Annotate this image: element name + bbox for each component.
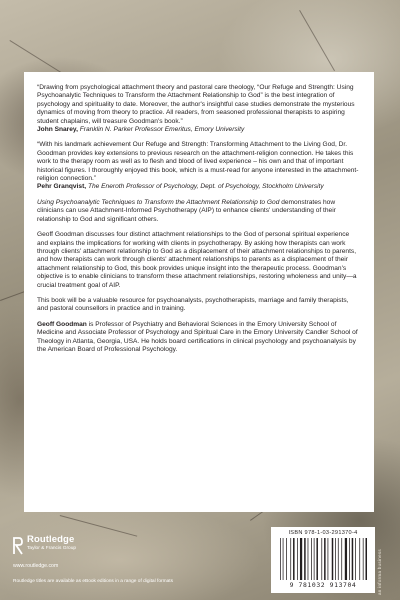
barcode-bar	[283, 538, 284, 580]
barcode-bar	[328, 538, 329, 580]
barcode-bar	[311, 538, 312, 580]
description-paragraph: Geoff Goodman discusses four distinct attachment relationships to the God of personal spiritual experience and explains the implications for working with clients in psychotherapy. By asking how therapists can work through clients' attachment relationship to God as a displacement of their attachment relationships to parents, and how therapists can work through clients' attachment relationships to parents as a displacement of their attachment relationship to God, this book provides unique insight into the therapeutic process. Goodman's objective is to enable clinicians to transform these attachment relationships, restoring wholeness and unity—a crucial treatment goal of AIP.	[37, 231, 357, 289]
barcode-bar	[286, 538, 287, 580]
barcode-bar	[293, 538, 295, 580]
endorser-name: Pehr Granqvist,	[37, 183, 87, 191]
endorser-title: Franklin N. Parker Professor Emeritus, Emory University	[79, 126, 245, 134]
author-bio-text: is Professor of Psychiatry and Behavioral Sciences in the Emory University School of Medicine and Associate Professor of Psychology and Spiritual Care in the Emory University Candler School of Theology in Atlanta, Georgia, USA. He holds board certifications in clinical psychology and psychoanalysis by the American Board of Professional Psychology.	[37, 320, 358, 353]
barcode-bar	[300, 538, 302, 580]
barcode-bar	[355, 538, 356, 580]
barcode-bar	[321, 538, 322, 580]
barcode-bar	[297, 538, 298, 580]
barcode-bar	[308, 538, 309, 580]
audience-paragraph: This book will be a valuable resource for psychoanalysts, psychotherapists, marriage and family therapists, and pastoral counsellors in practice and in training.	[37, 296, 349, 313]
author-name: Geoff Goodman	[37, 320, 87, 328]
barcode-bar	[359, 538, 360, 580]
publisher-name: Routledge	[27, 534, 75, 545]
barcode-bar	[366, 538, 368, 580]
endorsement-quote: “With his landmark achievement Our Refuge and Strength: Transforming Attachment to the Living God, Dr. Goodman provides key extensions to previous research on the attachment-religion connection. He takes this work to the therapy room as well as to flesh and blood of lived experience – his own and that of important historical figures. I thoroughly enjoyed this book, which is a must-read for anyone interested in the attachment-religion connection.”	[37, 141, 359, 183]
ebook-note: Routledge titles are available as eBook editions in a range of digital formats	[13, 579, 173, 584]
endorsement-1	[37, 84, 361, 134]
barcode-bar	[304, 538, 306, 580]
publisher-group: Taylor & Francis Group	[27, 546, 77, 551]
endorsement-2	[37, 141, 361, 191]
endorser-name: John Snarey,	[37, 126, 78, 134]
description-intro-text: demonstrates how clinicians can use Attachment-Informed Psychotherapy (AIP) to enhance clients' understanding of their relationship to God and significant others.	[37, 198, 336, 223]
barcode-bar	[338, 538, 339, 580]
informa-caption: an informa business	[377, 549, 382, 595]
barcode-icon	[278, 538, 368, 580]
barcode-bar	[290, 538, 291, 580]
barcode-bar	[352, 538, 354, 580]
barcode-bar	[345, 538, 347, 580]
book-subtitle: Using Psychoanalytic Techniques to Transform the Attachment Relationship to God	[37, 198, 280, 206]
barcode-bar	[363, 538, 364, 580]
publisher-url[interactable]: www.routledge.com	[13, 563, 59, 569]
barcode-bar	[341, 538, 342, 580]
barcode-bar	[349, 538, 350, 580]
barcode-bar	[280, 538, 281, 580]
author-bio	[37, 321, 361, 355]
barcode-bar	[324, 538, 326, 580]
barcode-bar	[316, 538, 318, 580]
barcode-box	[271, 527, 375, 593]
barcode-bar	[314, 538, 315, 580]
isbn-label: ISBN 978-1-03-291370-4	[288, 530, 358, 536]
routledge-logo-icon	[13, 537, 23, 555]
description-intro	[37, 199, 361, 224]
endorser-title: The Eneroth Professor of Psychology, Dept. of Psychology, Stockholm University	[87, 183, 324, 191]
barcode-bar	[335, 538, 336, 580]
text-panel	[24, 72, 374, 512]
barcode-digits: 9 781032 913704	[289, 581, 357, 589]
barcode-bar	[332, 538, 334, 580]
texture-crack	[299, 10, 335, 71]
endorsement-quote: “Drawing from psychological attachment theory and pastoral care theology, “Our Refuge and Strength: Using Psychoanalytic Techniques to Transform the Attachment Relationship to God” is the best integration of psychology and spirituality to date. Moreover, the author's insightful case studies demonstrate the mysterious dynamics of moving from theory to practice. All readers, from seasoned professional therapists to aspiring student chaplains, will treasure Goodman's book.”	[37, 84, 355, 125]
